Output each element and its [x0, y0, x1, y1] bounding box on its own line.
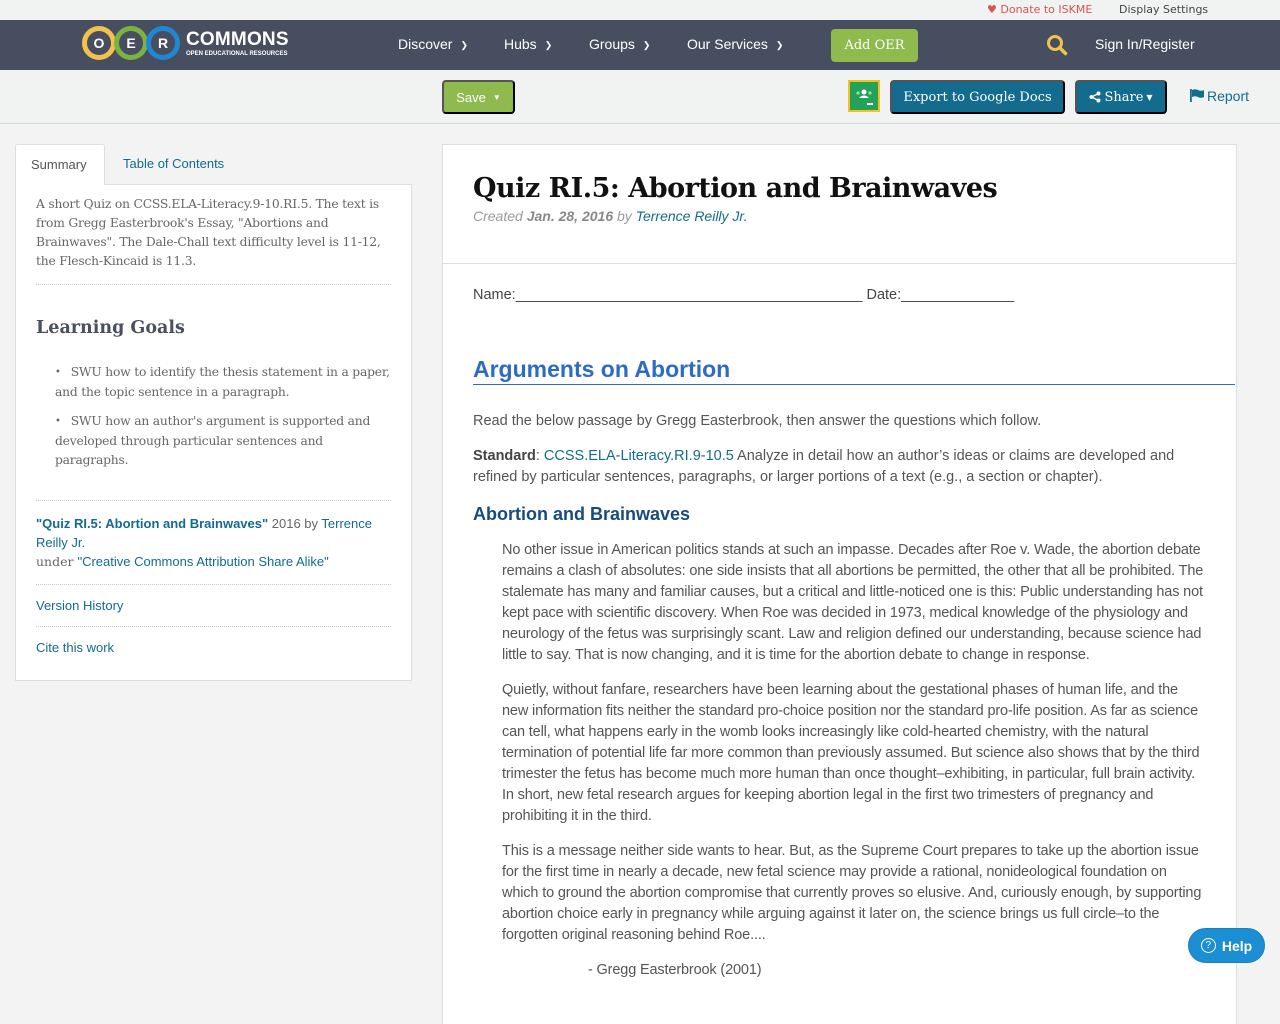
- report-link[interactable]: Report: [1190, 88, 1249, 104]
- main-content: [442, 144, 1237, 1024]
- version-history-link[interactable]: Version History: [36, 585, 391, 627]
- search-icon[interactable]: [1046, 34, 1068, 60]
- nav-discover[interactable]: Discover ❯: [398, 36, 469, 52]
- logo-ring-o: O: [82, 26, 116, 60]
- learning-goal-item: • SWU how to identify the thesis statement in a paper, and the topic sentence in a paragraph.: [55, 363, 391, 402]
- passage-paragraph: Quietly, without fanfare, researchers have been learning about the gestational phases of human life, and the new information fits neither the standard pro-choice position nor the standard pro-life position. As far as science can tell, what happens early in the womb looks increasingly like cold-hearted chemistry, with the natural termination of potential life far more common than previously assumed. But science also shows that by the third trimester the fetus has become much more human than once thought–exhibiting, in particular, full brain activity. In short, new fetal research argues for keeping abortion legal in the first two trimesters of pregnancy and prohibiting it in the third.: [502, 682, 1200, 824]
- name-date-line: Name:___________________________________________ Date:______________: [473, 287, 1015, 303]
- summary-text: A short Quiz on CCSS.ELA-Literacy.9-10.RI.5. The text is from Gregg Easterbrook's Essay, "Abortions and Brainwaves". The Dale-Chall text difficulty level is 11-12, the Flesch-Kincaid is 11.3.: [36, 195, 391, 285]
- nav-hubs[interactable]: Hubs ❯: [504, 36, 553, 52]
- intro-text: Read the below passage by Gregg Easterbrook, then answer the questions which follow.: [473, 413, 1042, 429]
- license-link[interactable]: "Creative Commons Attribution Share Alike": [77, 554, 329, 569]
- display-settings-link[interactable]: Display Settings: [1119, 3, 1209, 16]
- sidebar: [15, 144, 412, 681]
- created-date: Jan. 28, 2016: [526, 208, 614, 224]
- question-circle-icon: ?: [1201, 938, 1216, 953]
- oer-commons-logo[interactable]: [82, 26, 289, 60]
- add-oer-button[interactable]: Add OER: [831, 29, 918, 62]
- standard-link[interactable]: CCSS.ELA-Literacy.RI.9-10.5: [543, 448, 734, 464]
- author-link[interactable]: Terrence Reilly Jr.: [36, 516, 372, 550]
- share-button[interactable]: Share ▼: [1075, 80, 1167, 114]
- author-link[interactable]: Terrence Reilly Jr.: [635, 208, 748, 224]
- heart-icon: ♥: [987, 3, 997, 16]
- google-classroom-icon[interactable]: [848, 80, 880, 112]
- export-google-docs-button[interactable]: Export to Google Docs: [890, 80, 1065, 114]
- page-title: Quiz RI.5: Abortion and Brainwaves: [473, 173, 998, 204]
- chevron-down-icon: ❯: [775, 40, 784, 50]
- sign-in-register-link[interactable]: Sign In/Register: [1095, 36, 1195, 52]
- passage-paragraph: No other issue in American politics stands at such an impasse. Decades after Roe v. Wade, the abortion debate remains a clash of absolutes: one side insists that all abortions be permitted, the other that all be prohibited. The stalemate has many and familiar causes, but a critical and little-noticed one is this: Public understanding has not kept pace with scientific discovery. When Roe was decided in 1973, medical knowledge of the physiology and neurology of the fetus was surprisingly scant. Law and religion defined our understanding, because science had little to say. That is now changing, and it is time for the abortion debate to change in response.: [502, 542, 1204, 663]
- sidebar-tabs: [15, 144, 412, 184]
- chevron-down-icon: ❯: [544, 40, 553, 50]
- learning-goals-list: [36, 363, 391, 501]
- standard-text: Standard: CCSS.ELA-Literacy.RI.9-10.5 Analyze in detail how an author’s ideas or claims are developed and refined by particular sentences, paragraphs, or larger portions of a text (e.g., a section or chapter).: [473, 448, 1175, 485]
- learning-goals-heading: Learning Goals: [36, 318, 185, 338]
- flag-icon: [1190, 89, 1204, 102]
- logo-text: COMMONS OPEN EDUCATIONAL RESOURCES: [186, 28, 289, 57]
- passage-signature: - Gregg Easterbrook (2001): [588, 962, 762, 978]
- caret-down-icon: ▼: [1146, 92, 1153, 102]
- resource-body: [443, 264, 1236, 981]
- caret-down-icon: ▼: [492, 92, 501, 102]
- nav-our-services[interactable]: Our Services ❯: [687, 36, 784, 52]
- attribution: "Quiz RI.5: Abortion and Brainwaves" 2016 by Terrence Reilly Jr. under "Creative Commons Attribution Share Alike": [36, 501, 391, 585]
- tab-summary[interactable]: Summary: [15, 144, 105, 185]
- chevron-down-icon: ❯: [642, 40, 651, 50]
- logo-ring-e: E: [114, 26, 148, 60]
- tab-table-of-contents[interactable]: Table of Contents: [123, 156, 225, 171]
- passage-heading: Abortion and Brainwaves: [473, 504, 691, 524]
- logo-ring-r: R: [146, 26, 180, 60]
- work-title-link[interactable]: "Quiz RI.5: Abortion and Brainwaves": [36, 516, 269, 531]
- save-button[interactable]: Save ▼: [442, 80, 515, 114]
- summary-panel: [15, 184, 412, 681]
- share-icon: [1089, 91, 1101, 103]
- resource-header: [443, 145, 1236, 264]
- section-heading: Arguments on Abortion: [473, 354, 1235, 385]
- main-navbar: [0, 20, 1280, 70]
- donate-link[interactable]: ♥ Donate to ISKME: [987, 3, 1093, 16]
- chevron-down-icon: ❯: [460, 40, 469, 50]
- created-meta: Created Jan. 28, 2016 by Terrence Reilly Jr.: [473, 208, 748, 224]
- cite-this-work-link[interactable]: Cite this work: [36, 640, 115, 655]
- learning-goal-item: • SWU how an author's argument is supported and developed through particular sentences and paragraphs.: [55, 412, 391, 470]
- passage-paragraph: This is a message neither side wants to hear. But, as the Supreme Court prepares to take up the abortion issue for the first time in nearly a decade, new fetal science may provide a rational, nonideological foundation on which to ground the abortion compromise that currently proves so elusive. And, curiously enough, by supporting abortion choice early in pregnancy while arguing against it later on, the science brings us full circle–to the forgotten original reasoning behind Roe....: [502, 843, 1202, 943]
- passage: [473, 540, 1206, 981]
- nav-groups[interactable]: Groups ❯: [589, 36, 651, 52]
- action-bar: [0, 70, 1280, 124]
- utility-bar: [0, 0, 1280, 20]
- help-button[interactable]: ? Help: [1188, 928, 1265, 963]
